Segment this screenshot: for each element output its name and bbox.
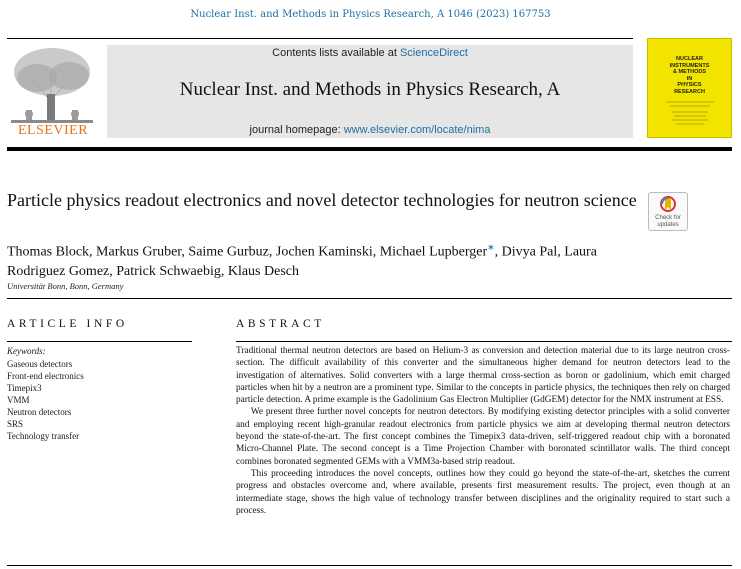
- abstract-heading: ABSTRACT: [236, 318, 325, 330]
- contents-prefix: Contents lists available at: [272, 47, 400, 59]
- bookmark-icon: [660, 196, 676, 214]
- keyword: VMM: [7, 395, 30, 405]
- authors-first: Thomas Block, Markus Gruber, Saime Gurbuz, Jochen Kaminski, Michael Lupberger: [7, 244, 488, 260]
- top-rule: [7, 38, 633, 39]
- article-info-heading: ARTICLE INFO: [7, 318, 128, 330]
- contents-line: [107, 47, 633, 59]
- author-list: [7, 238, 647, 281]
- homepage-prefix: journal homepage:: [249, 124, 344, 136]
- bottom-rule: [7, 565, 732, 566]
- abstract-paragraph: This proceeding introduces the novel concepts, outlines how they could go beyond the state-of-the-art, sketches the current progress and obstacles overcome and, where available, presents first measurement results. The project, even though at an intermediate stage, shows the high value of technology transfer between disciplines and the originality required to start such a process.: [236, 468, 730, 516]
- article-info-rule: [7, 341, 192, 342]
- keyword: Gaseous detectors: [7, 359, 73, 369]
- keyword: SRS: [7, 419, 24, 429]
- corresponding-author-mark[interactable]: ∗: [487, 242, 495, 252]
- keyword: Front-end electronics: [7, 371, 84, 381]
- sciencedirect-link[interactable]: ScienceDirect: [399, 47, 468, 59]
- cover-line: & METHODS: [673, 69, 706, 75]
- section-rule: [7, 298, 732, 299]
- homepage-link[interactable]: www.elsevier.com/locate/nima: [343, 124, 491, 136]
- abstract-paragraph: Traditional thermal neutron detectors are based on Helium-3 as conversion and detection material due to its large neutron cross-section. The difficult availability of this converter and the simultaneous higher demand for neutron detectors lead to the investigation of alternatives. Solid converters with a large thermal cross-section as boron or gadolinium, which emit charged particles when hit by a neutron are a prominent type. Similar to the concepts in particle physics, the techniques then rely on charged particle detection. A prime example is the Gadolinium Gas Electron Multiplier (GdGEM) detector for the NMX instrument at ESS.: [236, 346, 730, 406]
- publisher-wordmark[interactable]: ELSEVIER: [17, 123, 89, 138]
- check-for-updates-label: Check for updates: [655, 215, 681, 228]
- keywords-label: Keywords:: [7, 346, 46, 356]
- keyword: Timepix3: [7, 383, 42, 393]
- cover-line: INSTRUMENTS: [669, 62, 710, 69]
- homepage-line: [107, 124, 633, 136]
- cover-text-lines: [662, 99, 718, 129]
- header-thick-rule: [7, 147, 732, 151]
- abstract-paragraph: We present three further novel concepts for neutron detectors. By modifying existing detector principles with a solid converter and employing recent high-granular readout electronics from particle physics we aim at developing thermal neutron detectors beyond the state-of-the-art. The first concept combines the Timepix3 data-driven, self-triggered readout chip with a boronated Micro-Channel Plate. The second concept is a Time Projection Chamber with boronated scintillator walls. The third concept combines boronated segmented GEMs with a VMM3a-based strip readout.: [236, 407, 730, 467]
- keyword: Neutron detectors: [7, 407, 72, 417]
- cover-title: [648, 56, 731, 95]
- keywords-list: [7, 358, 84, 442]
- journal-reference[interactable]: Nuclear Inst. and Methods in Physics Research, A 1046 (2023) 167753: [190, 9, 551, 20]
- cover-line: PHYSICS: [677, 82, 702, 88]
- abstract-body: [236, 345, 730, 517]
- article-title: Particle physics readout electronics and novel detector technologies for neutron science: [7, 190, 637, 210]
- cover-line: NUCLEAR: [676, 56, 703, 62]
- cover-line: IN: [686, 75, 693, 82]
- cover-line: RESEARCH: [674, 88, 705, 95]
- keyword: Technology transfer: [7, 431, 80, 441]
- journal-cover-thumbnail[interactable]: [647, 38, 732, 138]
- abstract-rule: [236, 341, 732, 342]
- journal-name: Nuclear Inst. and Methods in Physics Research, A: [179, 79, 561, 100]
- check-for-updates-button[interactable]: [648, 192, 688, 231]
- affiliation: Universität Bonn, Bonn, Germany: [7, 281, 124, 291]
- authors-rest: , Divya Pal, Laura Rodriguez Gomez, Patrick Schwaebig, Klaus Desch: [7, 244, 597, 279]
